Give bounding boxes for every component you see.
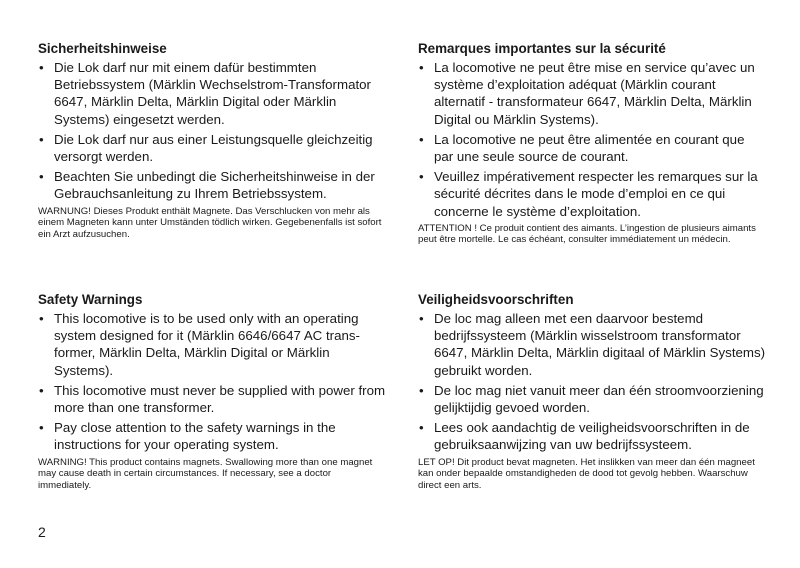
safety-section-french (418, 40, 766, 246)
safety-section-english (38, 291, 386, 491)
bullet-item (418, 59, 766, 128)
bullet-text: Pay close attention to the safety warnings in the instructions for your operating system. (54, 420, 336, 453)
bullet-item (418, 382, 766, 416)
bullet-icon: • (39, 382, 44, 398)
bullet-icon: • (39, 60, 44, 75)
section-title: Veiligheidsvoorschriften (418, 292, 574, 307)
bullet-text: De loc mag alleen met een daarvoor bestemd bedrijfssysteem (Märklin wisselstroom transformator 6647, Märklin Delta, Märklin digitaal of Märklin Systems) gebruikt worden. (434, 311, 766, 378)
bullet-text: La locomotive ne peut être alimentée en courant que par une seule source de courant. (434, 131, 745, 165)
bullet-text: Beachten Sie unbedingt die Sicherheitshinweise in der Gebrauchsanleitung zu Ihrem Betriebssystem. (54, 169, 375, 202)
bullet-icon: • (419, 131, 424, 147)
bullet-list (38, 59, 386, 203)
safety-section-dutch (418, 291, 766, 491)
bullet-item (38, 59, 386, 128)
bullet-item (38, 168, 386, 202)
bullet-icon: • (419, 382, 424, 398)
bullet-text: This locomotive is to be used only with an operating system designed for it (Märklin 6646/6647 AC trans-former, Märklin Delta, Märklin Digital or Märklin Systems). (54, 311, 360, 378)
magnet-warning: ATTENTION ! Ce produit contient des aimants. L’ingestion de plusieurs aimants peut être mortelle. Le cas échéant, consulter immédiatement un médecin. (418, 222, 756, 246)
section-title: Remarques importantes sur la sécurité (418, 41, 666, 56)
section-title: Safety Warnings (38, 292, 143, 307)
bullet-icon: • (419, 169, 424, 185)
bullet-text: Die Lok darf nur aus einer Leistungsquelle gleichzeitig versorgt werden. (54, 131, 373, 165)
bullet-text: De loc mag niet vanuit meer dan één stroomvoorziening gelijktijdig gevoed worden. (434, 382, 764, 416)
page-number: 2 (38, 524, 46, 540)
bullet-icon: • (39, 420, 44, 436)
magnet-warning: LET OP! Dit product bevat magneten. Het inslikken van meer dan één magneet kan onder bepaalde omstandigheden de dood tot gevolg hebben. Waarschuw direct een arts. (418, 456, 755, 491)
bullet-icon: • (419, 311, 424, 326)
bullet-list (418, 310, 766, 454)
section-title: Sicherheitshinweise (38, 41, 167, 56)
bullet-text: Die Lok darf nur mit einem dafür bestimmten Betriebssystem (Märklin Wechselstrom-Transformator 6647, Märklin Delta, Märklin Digital oder Märklin Systems) eingesetzt werden. (54, 60, 371, 127)
bullet-item (38, 131, 386, 165)
bullet-text: Lees ook aandachtig de veiligheidsvoorschriften in de gebruiksaanwijzing van uw bedrijfssysteem. (434, 420, 750, 453)
bullet-item (38, 382, 386, 416)
bullet-item (418, 168, 766, 220)
safety-section-german (38, 40, 386, 240)
bullet-item (418, 131, 766, 165)
bullet-list (38, 310, 386, 454)
bullet-item (418, 310, 766, 379)
bullet-text: This locomotive must never be supplied with power from more than one transformer. (54, 382, 386, 416)
magnet-warning: WARNING! This product contains magnets. Swallowing more than one magnet may cause death in certain circumstances. If necessary, see a doctor immediately. (38, 456, 373, 491)
bullet-list (418, 59, 766, 220)
bullet-icon: • (39, 131, 44, 147)
bullet-text: Veuillez impérativement respecter les remarques sur la sécurité décrites dans le mode d’emploi en ce qui concerne le système d’exploitation. (434, 169, 758, 219)
magnet-warning: WARNUNG! Dieses Produkt enthält Magnete. Das Verschlucken von mehr als einem Magneten kann unter Umständen tödlich wirken. Gegebenenfalls ist sofort ein Arzt aufzusuchen. (38, 205, 382, 240)
bullet-item (38, 419, 386, 453)
bullet-icon: • (419, 420, 424, 436)
bullet-icon: • (419, 60, 424, 75)
bullet-icon: • (39, 311, 44, 326)
bullet-item (38, 310, 386, 379)
bullet-icon: • (39, 169, 44, 185)
bullet-item (418, 419, 766, 453)
bullet-text: La locomotive ne peut être mise en service qu’avec un système d’exploitation adéquat (Märklin courant alternatif - transformateur 6647, Märklin Delta, Märklin Digital ou Märklin Systems). (434, 60, 755, 127)
